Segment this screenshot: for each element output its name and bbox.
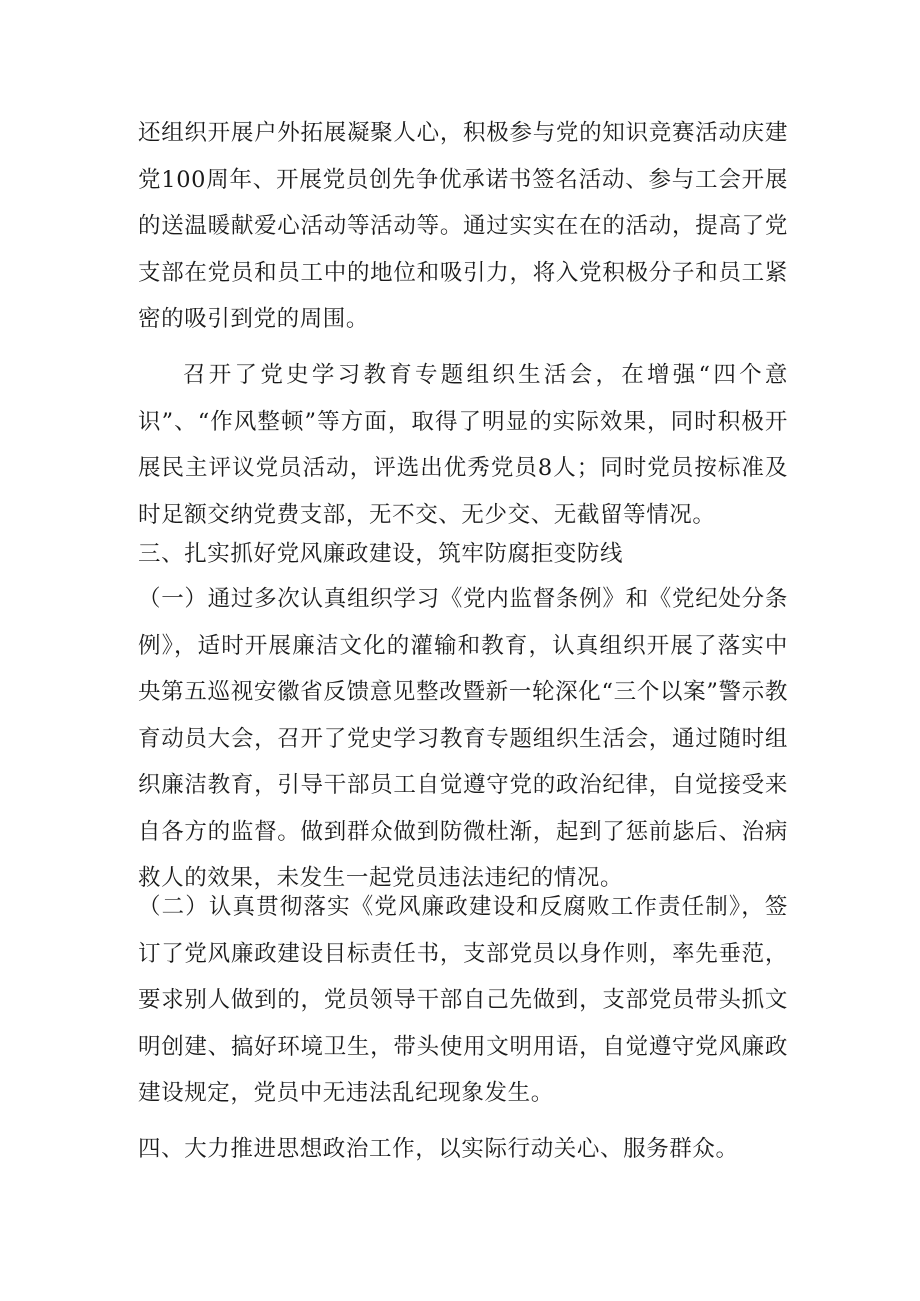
- section-heading-three: 三、扎实抓好党风廉政建设，筑牢防腐拒变防线: [138, 541, 624, 567]
- paragraph-activities: 还组织开展户外拓展凝聚人心，积极参与党的知识竞赛活动庆建党100周年、开展党员创先争优承诺书签名活动、参与工会开展的送温暖献爱心活动等活动等。通过实实在在的活动，提高了党支部在党员和员工中的地位和吸引力，将入党积极分子和员工紧密的吸引到党的周围。: [138, 120, 788, 332]
- section-heading-four: 四、大力推进思想政治工作，以实际行动关心、服务群众。: [138, 1136, 739, 1162]
- paragraph-item-one: （一）通过多次认真组织学习《党内监督条例》和《党纪处分条例》，适时开展廉洁文化的灌输和教育，认真组织开展了落实中央第五巡视安徽省反馈意见整改暨新一轮深化“三个以案”警示教育动员大会，召开了党史学习教育专题组织生活会，通过随时组织廉洁教育，引导干部员工自觉遵守党的政治纪律，自觉接受来自各方的监督。做到群众做到防微杜渐，起到了惩前毖后、治病救人的效果，未发生一起党员违法违纪的情况。: [138, 586, 788, 891]
- paragraph-life-meeting: 召开了党史学习教育专题组织生活会，在增强“四个意识”、“作风整顿”等方面，取得了明显的实际效果，同时积极开展民主评议党员活动，评选出优秀党员8人；同时党员按标准及时足额交纳党费支部，无不交、无少交、无截留等情况。: [138, 362, 788, 528]
- paragraph-item-two: （二）认真贯彻落实《党风廉政建设和反腐败工作责任制》，签订了党风廉政建设目标责任书，支部党员以身作则，率先垂范，要求别人做到的，党员领导干部自己先做到，支部党员带头抓文明创建、搞好环境卫生，带头使用文明用语，自觉遵守党风廉政建设规定，党员中无违法乱纪现象发生。: [138, 894, 788, 1106]
